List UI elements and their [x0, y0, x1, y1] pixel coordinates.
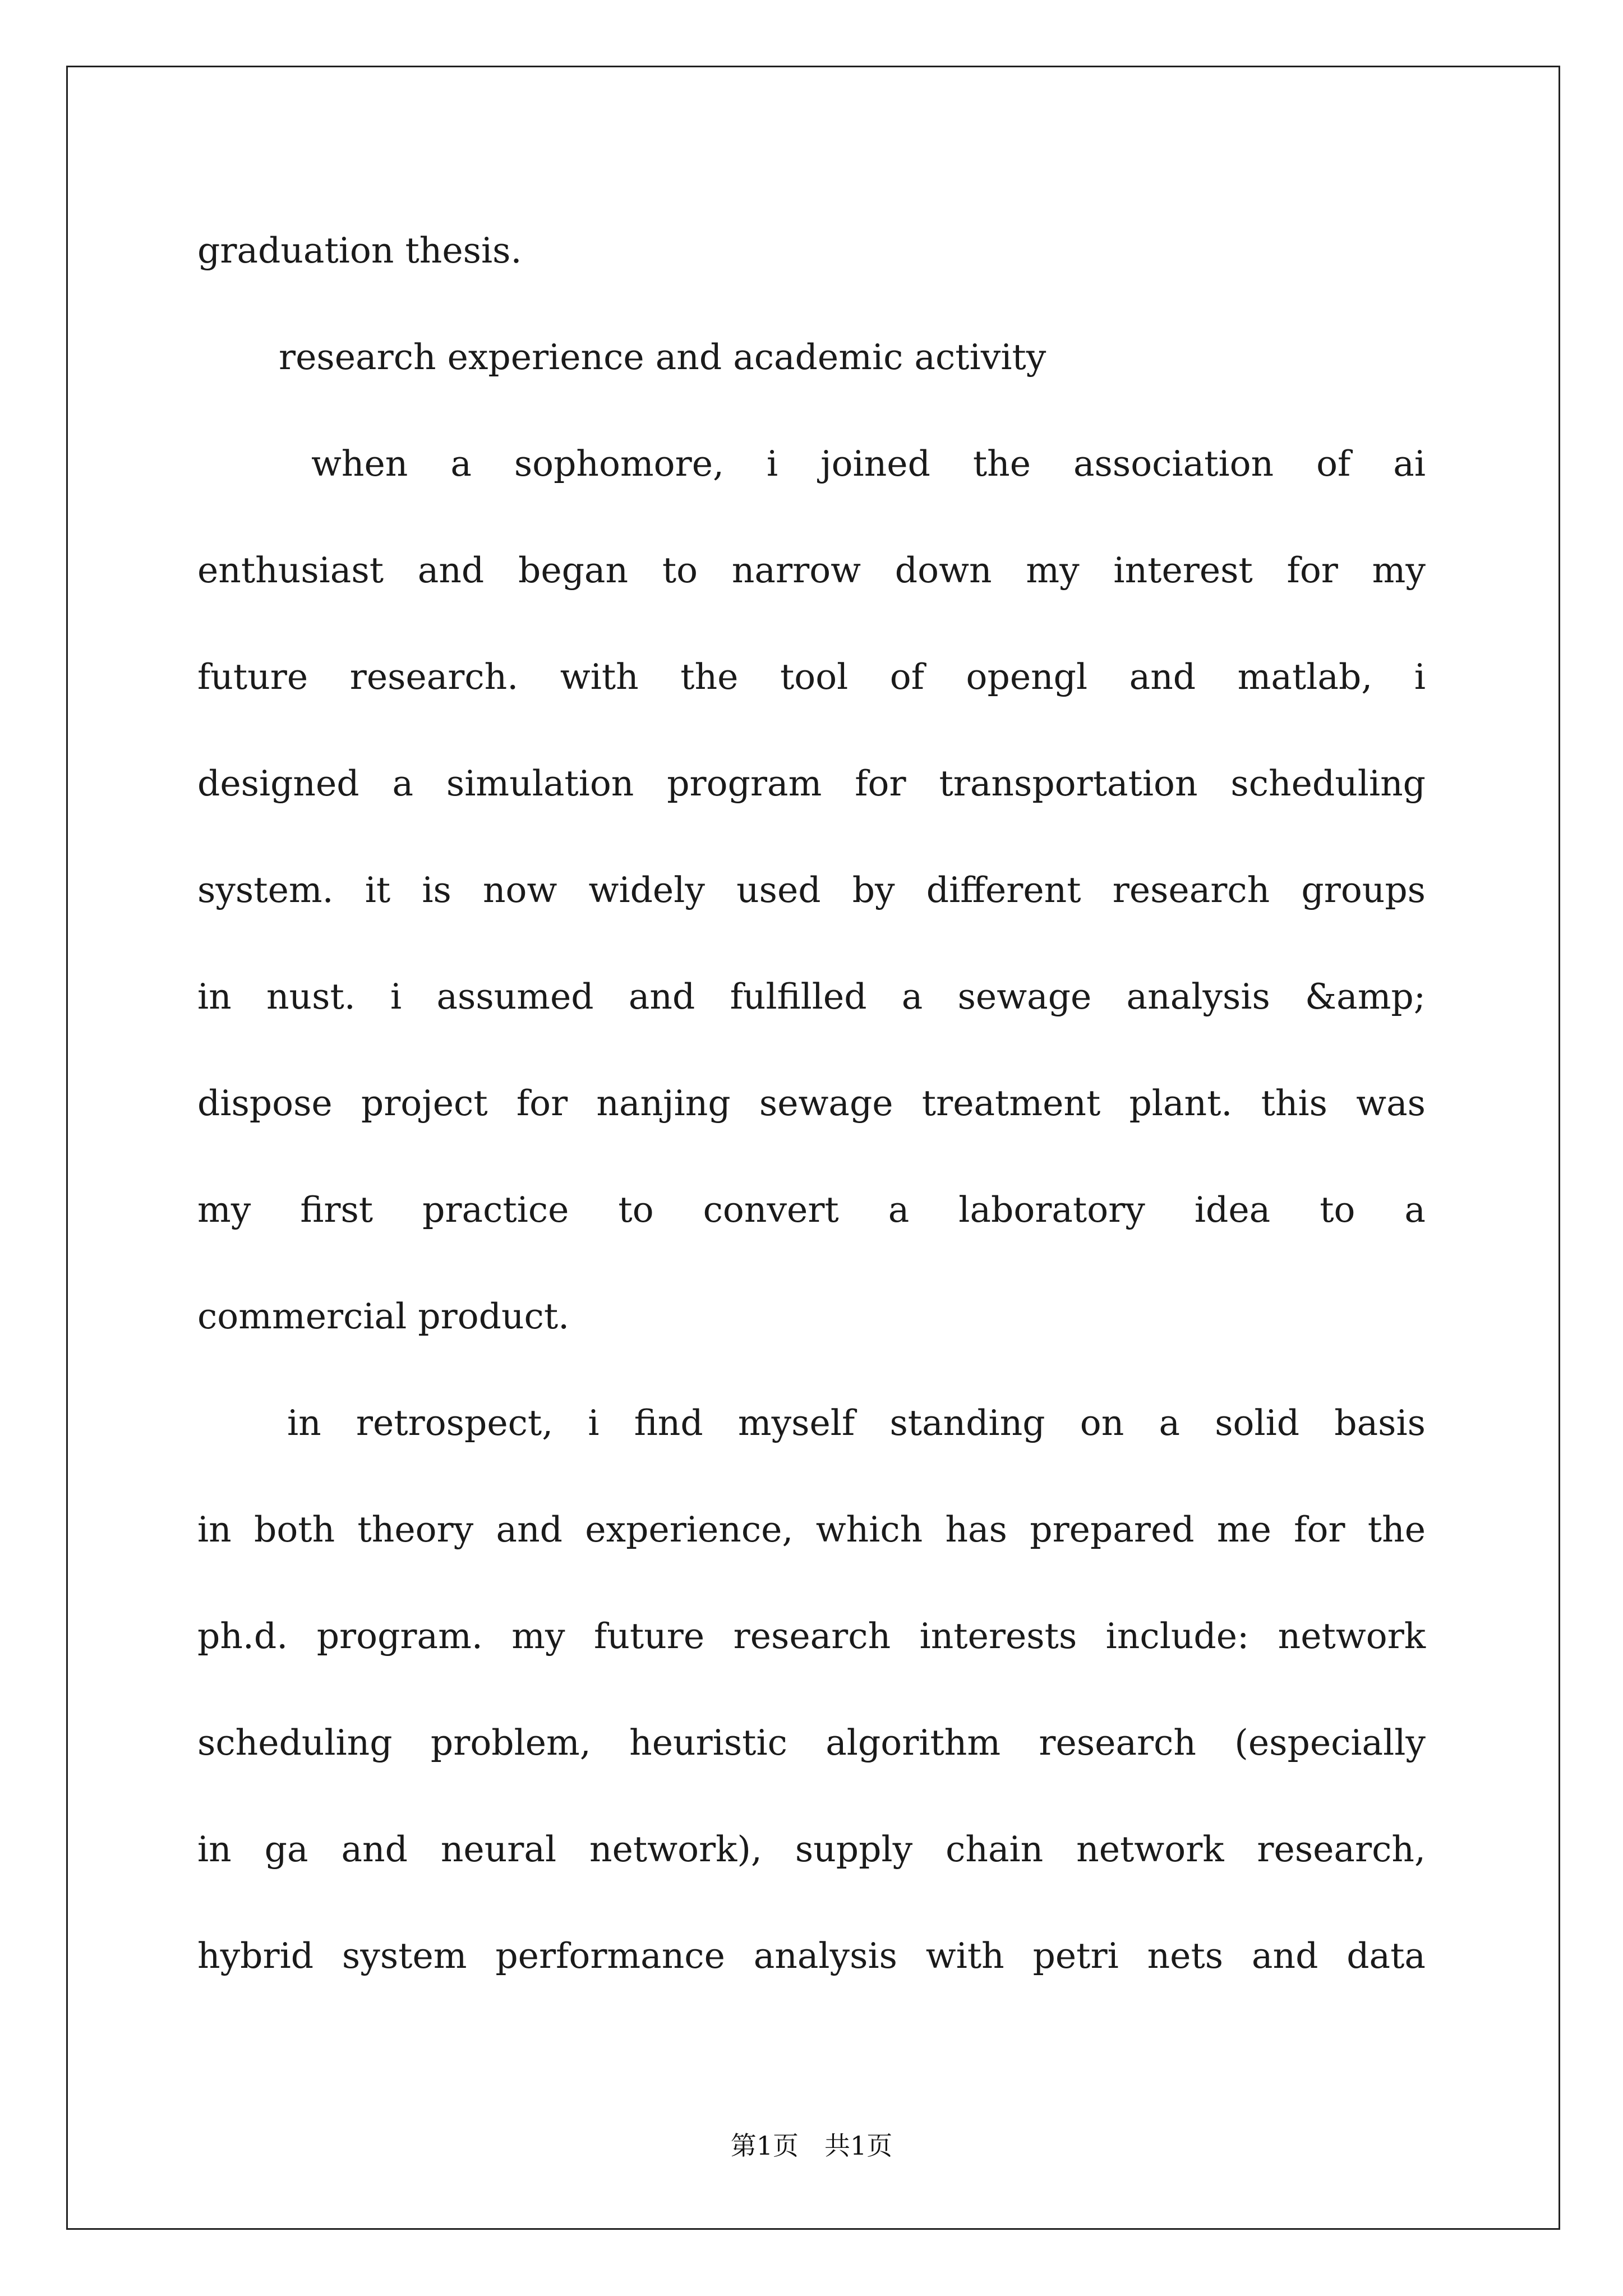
text-line: hybrid system performance analysis with petri nets and data [197, 1935, 1426, 1976]
page-number: 第1页 共1页 [730, 2131, 893, 2161]
text-line: in ga and neural network), supply chain network research, [197, 1829, 1426, 1870]
section-heading: research experience and academic activity [279, 337, 1046, 378]
text-line: in retrospect, i find myself standing on a solid basis [287, 1402, 1426, 1443]
text-line: future research. with the tool of opengl and matlab, i [197, 656, 1426, 697]
text-line: scheduling problem, heuristic algorithm research (especially [197, 1722, 1426, 1763]
text-line: system. it is now widely used by different research groups [197, 869, 1426, 910]
page-border [66, 66, 1560, 2230]
text-line: when a sophomore, i joined the association of ai [311, 443, 1426, 484]
text-line: dispose project for nanjing sewage treatment plant. this was [197, 1083, 1426, 1124]
text-line: designed a simulation program for transportation scheduling [197, 763, 1426, 804]
text-line: ph.d. program. my future research interests include: network [197, 1616, 1426, 1657]
text-line: in both theory and experience, which has prepared me for the [197, 1509, 1426, 1550]
text-line: commercial product. [197, 1296, 570, 1337]
text-line: in nust. i assumed and fulfilled a sewage analysis &amp; [197, 976, 1426, 1017]
text-line: enthusiast and began to narrow down my interest for my [197, 550, 1426, 591]
text-line: graduation thesis. [197, 230, 522, 271]
text-line: my first practice to convert a laboratory idea to a [197, 1189, 1426, 1230]
